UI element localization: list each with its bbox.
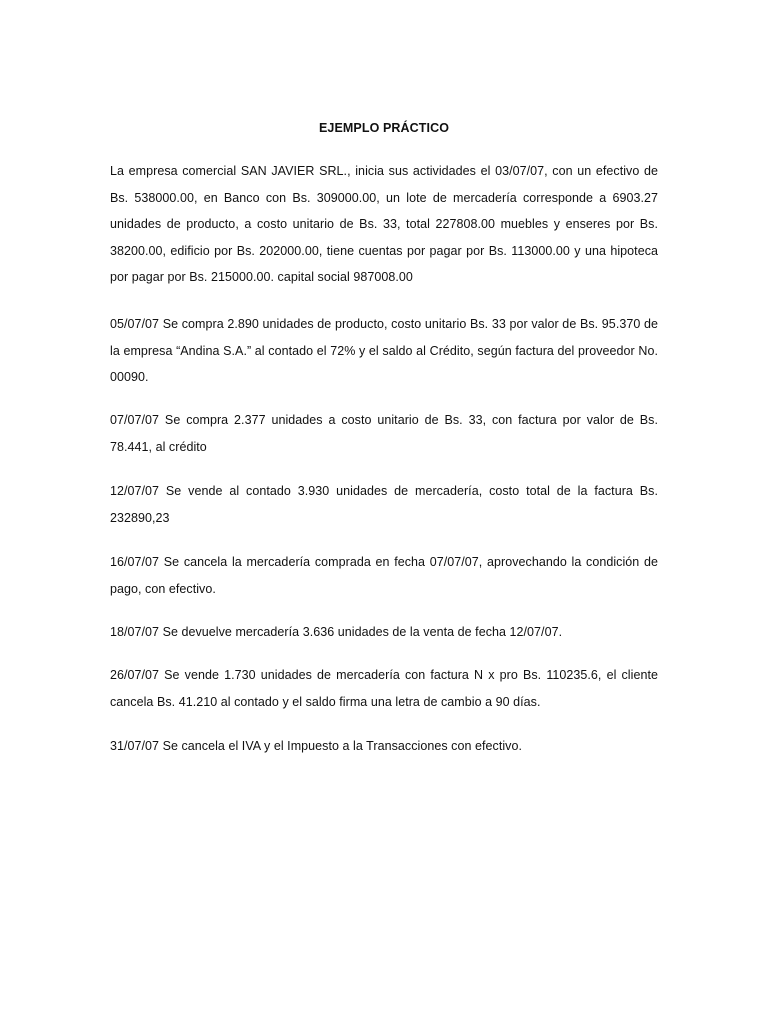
entry-paragraph: 05/07/07 Se compra 2.890 unidades de producto, costo unitario Bs. 33 por valor de Bs. 95.370 de la empresa “Andina S.A.” al contado el 72% y el saldo al Crédito, según factura del proveedor No. 00090. <box>110 317 658 384</box>
intro-paragraph: La empresa comercial SAN JAVIER SRL., inicia sus actividades el 03/07/07, con un efectivo de Bs. 538000.00, en Banco con Bs. 309000.00, un lote de mercadería corresponde a 6903.27 unidades de producto, a costo unitario de Bs. 33, total 227808.00 muebles y enseres por Bs. 38200.00, edificio por Bs. 202000.00, tiene cuentas por pagar por Bs. 113000.00 y una hipoteca por pagar por Bs. 215000.00. capital social 987008.00 <box>110 164 658 284</box>
entry-paragraph: 07/07/07 Se compra 2.377 unidades a costo unitario de Bs. 33, con factura por valor de Bs. 78.441, al crédito <box>110 413 658 454</box>
entry-paragraph: 31/07/07 Se cancela el IVA y el Impuesto a la Transacciones con efectivo. <box>110 739 522 753</box>
entry-paragraph: 18/07/07 Se devuelve mercadería 3.636 unidades de la venta de fecha 12/07/07. <box>110 625 563 639</box>
document-title: EJEMPLO PRÁCTICO <box>318 121 450 135</box>
entry-paragraph: 12/07/07 Se vende al contado 3.930 unidades de mercadería, costo total de la factura Bs. 232890,23 <box>110 484 658 525</box>
entry-paragraph: 16/07/07 Se cancela la mercadería comprada en fecha 07/07/07, aprovechando la condición de pago, con efectivo. <box>110 555 658 596</box>
document-page <box>110 0 658 1024</box>
entry-paragraph: 26/07/07 Se vende 1.730 unidades de mercadería con factura N x pro Bs. 110235.6, el cliente cancela Bs. 41.210 al contado y el saldo firma una letra de cambio a 90 días. <box>110 668 658 709</box>
